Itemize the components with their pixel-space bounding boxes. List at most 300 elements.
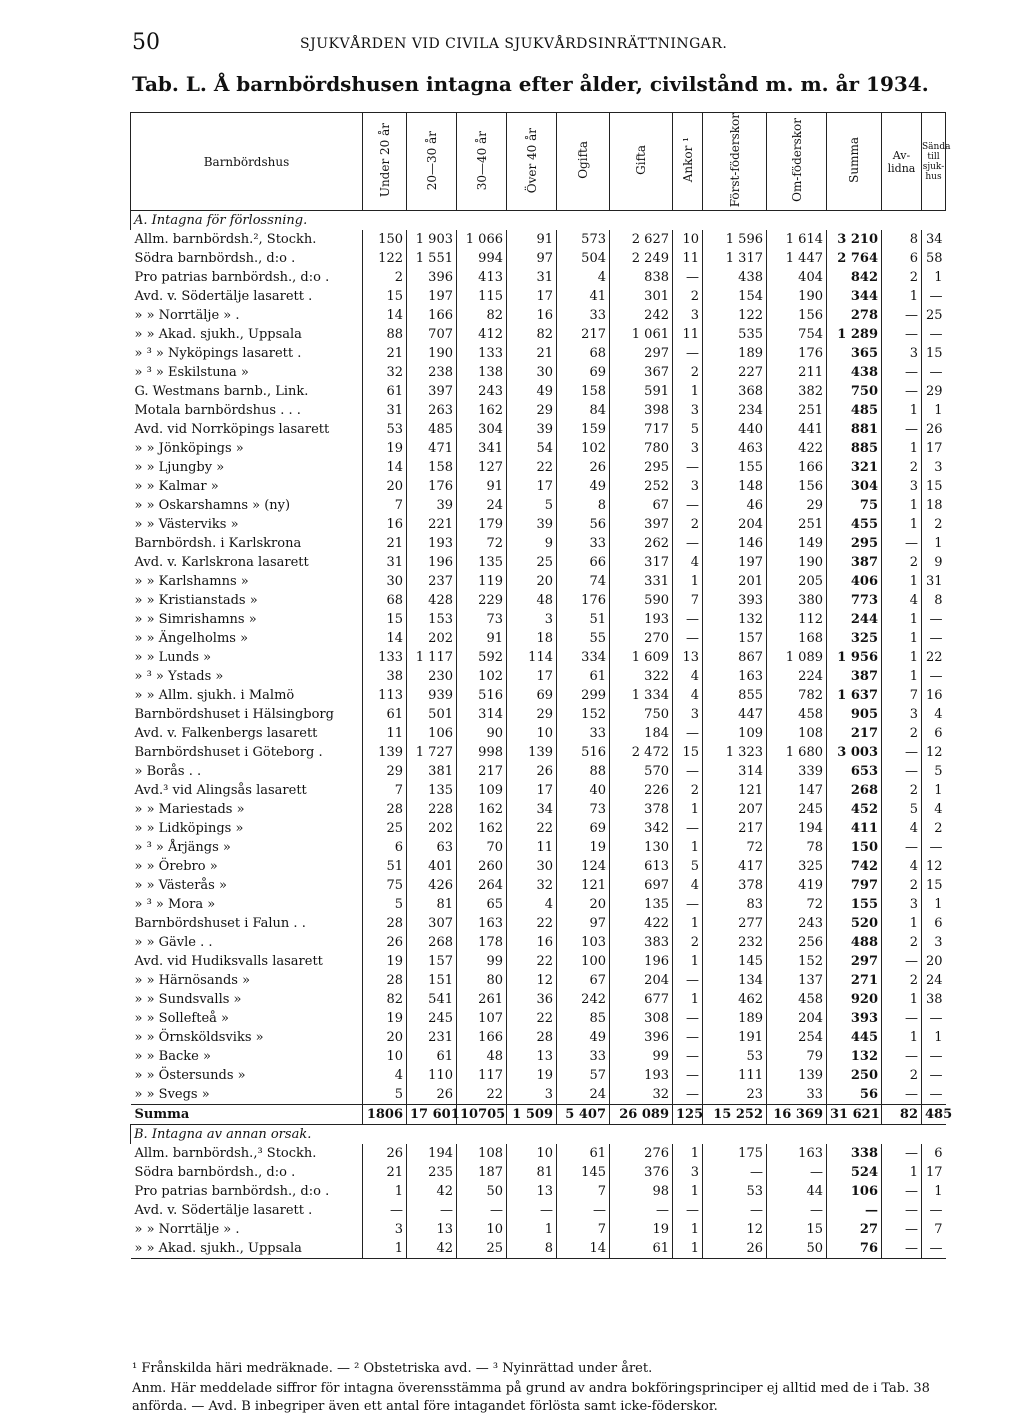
table-cell: 189 <box>703 1009 767 1028</box>
table-cell: 2 764 <box>827 249 882 268</box>
data-table <box>130 112 953 1259</box>
table-cell: — <box>673 629 703 648</box>
table-cell: 61 <box>363 382 407 401</box>
table-cell: 1 323 <box>703 743 767 762</box>
table-cell: 15 252 <box>703 1105 767 1125</box>
table-cell: 677 <box>610 990 673 1009</box>
table-cell: 114 <box>507 648 557 667</box>
table-cell: 49 <box>557 1028 610 1047</box>
table-row <box>131 268 946 287</box>
table-cell: — <box>882 382 922 401</box>
table-cell: 166 <box>767 458 827 477</box>
table-cell: 14 <box>363 306 407 325</box>
table-cell: 68 <box>363 591 407 610</box>
table-cell: 100 <box>557 952 610 971</box>
table-cell: 2 <box>882 781 922 800</box>
table-cell: 4 <box>507 895 557 914</box>
table-cell: 4 <box>673 667 703 686</box>
table-cell: 46 <box>703 496 767 515</box>
table-cell: 156 <box>767 477 827 496</box>
table-cell: — <box>673 1066 703 1085</box>
table-cell: 73 <box>457 610 507 629</box>
table-cell: 276 <box>610 1144 673 1163</box>
table-cell: 383 <box>610 933 673 952</box>
table-cell: — <box>882 1201 922 1220</box>
table-row <box>131 629 946 648</box>
table-row <box>131 724 946 743</box>
row-label: Avd.³ vid Alingsås lasarett <box>134 783 307 799</box>
table-row <box>131 572 946 591</box>
table-cell: 406 <box>827 572 882 591</box>
table-cell: 304 <box>827 477 882 496</box>
table-cell: 5 <box>882 800 922 819</box>
table-cell: 404 <box>767 268 827 287</box>
table-cell: 232 <box>703 933 767 952</box>
table-cell: 26 <box>703 1239 767 1259</box>
table-cell: 471 <box>407 439 457 458</box>
table-cell: 50 <box>767 1239 827 1259</box>
table-cell: 79 <box>767 1047 827 1066</box>
table-cell: 80 <box>457 971 507 990</box>
table-cell: 48 <box>507 591 557 610</box>
table-cell: 2 249 <box>610 249 673 268</box>
table-cell: 110 <box>407 1066 457 1085</box>
table-cell: 196 <box>610 952 673 971</box>
page-header <box>0 30 1024 60</box>
table-cell: 1 <box>882 990 922 1009</box>
table-cell: — <box>673 344 703 363</box>
table-cell: 245 <box>767 800 827 819</box>
table-cell: 397 <box>610 515 673 534</box>
table-cell: 707 <box>407 325 457 344</box>
table-cell: 12 <box>922 857 946 876</box>
section-heading-row <box>131 211 946 231</box>
row-label: Södra barnbördsh., d:o . <box>134 251 296 267</box>
table-cell: 24 <box>457 496 507 515</box>
table-cell: 4 <box>882 819 922 838</box>
table-cell: 2 <box>673 933 703 952</box>
table-cell: 55 <box>557 629 610 648</box>
table-cell: 1 <box>673 838 703 857</box>
table-cell: — <box>767 1201 827 1220</box>
table-cell: 341 <box>457 439 507 458</box>
table-cell: 3 <box>507 610 557 629</box>
table-cell: 135 <box>610 895 673 914</box>
table-cell: 905 <box>827 705 882 724</box>
table-cell: 19 <box>363 952 407 971</box>
table-cell: 22 <box>457 1085 507 1105</box>
table-cell: 5 <box>673 857 703 876</box>
table-cell: 109 <box>703 724 767 743</box>
table-cell: 204 <box>610 971 673 990</box>
table-cell: 1 066 <box>457 230 507 249</box>
table-cell: 1 <box>882 1163 922 1182</box>
table-cell: 1 089 <box>767 648 827 667</box>
table-cell: 193 <box>610 610 673 629</box>
table-cell: 139 <box>767 1066 827 1085</box>
row-label: » » Allm. sjukh. i Malmö <box>134 688 295 704</box>
table-cell: — <box>673 1028 703 1047</box>
table-cell: 53 <box>363 420 407 439</box>
table-cell: 3 <box>673 439 703 458</box>
table-cell: 28 <box>363 914 407 933</box>
table-cell: 838 <box>610 268 673 287</box>
table-cell: 1 509 <box>507 1105 557 1125</box>
table-cell: — <box>767 1163 827 1182</box>
table-cell: 398 <box>610 401 673 420</box>
table-cell: 697 <box>610 876 673 895</box>
table-cell: 22 <box>507 458 557 477</box>
table-cell: 8 <box>557 496 610 515</box>
table-cell: 19 <box>557 838 610 857</box>
table-cell: 34 <box>507 800 557 819</box>
table-cell: 15 <box>767 1220 827 1239</box>
column-header-row <box>131 113 946 211</box>
table-cell: 452 <box>827 800 882 819</box>
table-cell: 1 <box>673 1182 703 1201</box>
table-cell: 33 <box>557 724 610 743</box>
table-cell: 7 <box>922 1220 946 1239</box>
table-cell: 2 <box>363 268 407 287</box>
table-cell: 2 <box>882 553 922 572</box>
table-cell: — <box>673 895 703 914</box>
table-row <box>131 344 946 363</box>
table-cell: 32 <box>507 876 557 895</box>
table-cell: 61 <box>407 1047 457 1066</box>
table-cell: 1 <box>882 287 922 306</box>
table-cell: 5 <box>363 1085 407 1105</box>
table-cell: 1 <box>673 952 703 971</box>
table-cell: 393 <box>827 1009 882 1028</box>
table-cell: 462 <box>703 990 767 1009</box>
table-cell: 108 <box>457 1144 507 1163</box>
row-label: Barnbördsh. i Karlskrona <box>134 536 302 552</box>
table-cell: 4 <box>882 857 922 876</box>
table-cell: 72 <box>457 534 507 553</box>
table-cell: 1 <box>673 1144 703 1163</box>
table-cell: 268 <box>407 933 457 952</box>
table-row <box>131 1239 946 1259</box>
table-cell: 69 <box>557 819 610 838</box>
table-cell: 155 <box>827 895 882 914</box>
table-row <box>131 477 946 496</box>
row-label: » » Sollefteå » <box>134 1011 229 1027</box>
table-cell: 382 <box>767 382 827 401</box>
table-cell: 26 <box>557 458 610 477</box>
row-label: » » Härnösands » <box>134 973 251 989</box>
table-cell: 157 <box>407 952 457 971</box>
table-cell: 411 <box>827 819 882 838</box>
table-cell: 339 <box>767 762 827 781</box>
table-row <box>131 515 946 534</box>
table-cell: 155 <box>703 458 767 477</box>
table-cell: 217 <box>827 724 882 743</box>
table-cell: 33 <box>557 534 610 553</box>
row-label: » ³ » Eskilstuna » <box>134 365 249 381</box>
table-cell: 1 289 <box>827 325 882 344</box>
table-row <box>131 1047 946 1066</box>
table-cell: 97 <box>507 249 557 268</box>
row-label: » ³ » Nyköpings lasarett . <box>134 346 302 362</box>
table-cell: 36 <box>507 990 557 1009</box>
row-label: Avd. v. Södertälje lasarett . <box>134 1203 313 1219</box>
table-cell: — <box>673 1201 703 1220</box>
table-cell: 51 <box>557 610 610 629</box>
table-cell: 2 <box>882 1066 922 1085</box>
table-cell: 342 <box>610 819 673 838</box>
table-cell: 204 <box>767 1009 827 1028</box>
table-cell: 40 <box>557 781 610 800</box>
table-row <box>131 667 946 686</box>
row-label: Pro patrias barnbördsh., d:o . <box>134 1184 330 1200</box>
table-cell: 82 <box>363 990 407 1009</box>
table-cell: 25 <box>363 819 407 838</box>
table-cell: 17 <box>922 439 946 458</box>
table-cell: 150 <box>827 838 882 857</box>
table-cell: 130 <box>610 838 673 857</box>
table-cell: 19 <box>363 1009 407 1028</box>
table-cell: 317 <box>610 553 673 572</box>
row-label: » » Örebro » <box>134 859 218 875</box>
table-cell: 63 <box>407 838 457 857</box>
table-cell: 15 <box>363 610 407 629</box>
row-label: » » Jönköpings » <box>134 441 244 457</box>
table-cell: — <box>922 610 946 629</box>
table-cell: 3 <box>882 477 922 496</box>
table-cell: 235 <box>407 1163 457 1182</box>
annotation-note: Anm. Här meddelade siffror för intagna överensstämma på grund av andra bokföringsprinciper ej alltid med de i Tab. 38 anförda. — Avd. B inbegriper även ett antal före intagandet förlösta samt icke-föderskor. <box>132 1381 930 1414</box>
table-cell: 217 <box>457 762 507 781</box>
row-label: » » Backe » <box>134 1049 211 1065</box>
table-cell: 70 <box>457 838 507 857</box>
table-cell: 28 <box>507 1028 557 1047</box>
table-cell: 82 <box>507 325 557 344</box>
table-cell: 191 <box>703 1028 767 1047</box>
table-cell: 11 <box>363 724 407 743</box>
table-cell: 1 <box>363 1182 407 1201</box>
row-label: » » Akad. sjukh., Uppsala <box>134 327 302 343</box>
table-cell: 1 <box>673 914 703 933</box>
table-cell: — <box>922 1066 946 1085</box>
table-cell: 133 <box>363 648 407 667</box>
table-cell: 178 <box>457 933 507 952</box>
table-row <box>131 800 946 819</box>
table-row <box>131 876 946 895</box>
table-cell: — <box>882 420 922 439</box>
table-cell: 4 <box>673 553 703 572</box>
table-row <box>131 1163 946 1182</box>
table-cell: 5 407 <box>557 1105 610 1125</box>
table-cell: 145 <box>703 952 767 971</box>
table-cell: 1 551 <box>407 249 457 268</box>
table-cell: 314 <box>703 762 767 781</box>
table-cell: 243 <box>457 382 507 401</box>
table-cell: 3 <box>673 306 703 325</box>
table-row <box>131 553 946 572</box>
table-cell: 1 727 <box>407 743 457 762</box>
table-cell: 91 <box>457 477 507 496</box>
table-cell: — <box>673 458 703 477</box>
table-cell: 1 334 <box>610 686 673 705</box>
table-cell: 202 <box>407 819 457 838</box>
table-cell: 1 956 <box>827 648 882 667</box>
table-cell: 31 621 <box>827 1105 882 1125</box>
table-cell: 438 <box>703 268 767 287</box>
table-cell: 109 <box>457 781 507 800</box>
table-cell: 252 <box>610 477 673 496</box>
table-cell: 137 <box>767 971 827 990</box>
table-cell: 2 <box>882 876 922 895</box>
table-cell: 31 <box>922 572 946 591</box>
table-cell: 939 <box>407 686 457 705</box>
table-cell: 224 <box>767 667 827 686</box>
table-cell: 168 <box>767 629 827 648</box>
table-cell: 304 <box>457 420 507 439</box>
table-cell: 2 <box>922 515 946 534</box>
table-cell: 42 <box>407 1182 457 1201</box>
table-cell: 570 <box>610 762 673 781</box>
table-cell: 153 <box>407 610 457 629</box>
table-cell: — <box>673 534 703 553</box>
table-cell: 42 <box>407 1239 457 1259</box>
table-cell: 22 <box>507 914 557 933</box>
table-cell: 397 <box>407 382 457 401</box>
table-cell: 29 <box>767 496 827 515</box>
table-cell: — <box>882 1182 922 1201</box>
table-cell: 15 <box>673 743 703 762</box>
table-cell: 2 <box>922 819 946 838</box>
table-cell: 782 <box>767 686 827 705</box>
table-cell: 124 <box>557 857 610 876</box>
table-cell: 148 <box>703 477 767 496</box>
table-cell: 72 <box>767 895 827 914</box>
row-label: Allm. barnbördsh.,³ Stockh. <box>134 1146 317 1162</box>
table-cell: 1 <box>673 800 703 819</box>
table-cell: 8 <box>922 591 946 610</box>
row-label: » » Akad. sjukh., Uppsala <box>131 1239 363 1259</box>
table-cell: 10 <box>363 1047 407 1066</box>
table-cell: 7 <box>673 591 703 610</box>
row-label: » » Gävle . . <box>134 935 213 951</box>
table-cell: 18 <box>507 629 557 648</box>
table-cell: 157 <box>703 629 767 648</box>
table-cell: 750 <box>610 705 673 724</box>
table-cell: 189 <box>703 344 767 363</box>
table-cell: 260 <box>457 857 507 876</box>
table-cell: 61 <box>557 1144 610 1163</box>
table-cell: 26 <box>363 1144 407 1163</box>
table-cell: 1 <box>922 895 946 914</box>
table-cell: 58 <box>922 249 946 268</box>
table-cell: 150 <box>363 230 407 249</box>
table-cell: 230 <box>407 667 457 686</box>
table-cell: 3 <box>882 705 922 724</box>
table-cell: 27 <box>827 1220 882 1239</box>
table-cell: 441 <box>767 420 827 439</box>
table-cell: — <box>457 1201 507 1220</box>
table-cell: 21 <box>507 344 557 363</box>
table-title: Tab. L. Å barnbördshusen intagna efter ålder, civilstånd m. m. år 1934. <box>132 72 929 96</box>
table-row <box>131 496 946 515</box>
table-row <box>131 287 946 306</box>
table-cell: 20 <box>922 952 946 971</box>
table-cell: 4 <box>922 800 946 819</box>
table-cell: 26 <box>363 933 407 952</box>
table-cell: 2 <box>882 268 922 287</box>
table-cell: 117 <box>457 1066 507 1085</box>
col-header: Barnbördshus <box>131 113 363 211</box>
row-label: » » Svegs » <box>134 1087 210 1103</box>
table-cell: — <box>673 724 703 743</box>
table-cell: 217 <box>703 819 767 838</box>
table-cell: 314 <box>457 705 507 724</box>
table-cell: 158 <box>407 458 457 477</box>
table-cell: 11 <box>673 325 703 344</box>
table-cell: 20 <box>363 477 407 496</box>
table-cell: 146 <box>703 534 767 553</box>
table-cell: 15 <box>363 287 407 306</box>
table-cell: 1 637 <box>827 686 882 705</box>
table-cell: 10 <box>673 230 703 249</box>
table-cell: 254 <box>767 1028 827 1047</box>
table-cell: 881 <box>827 420 882 439</box>
table-cell: 920 <box>827 990 882 1009</box>
table-cell: 24 <box>557 1085 610 1105</box>
table-cell: 41 <box>557 287 610 306</box>
table-cell: 121 <box>557 876 610 895</box>
table-cell: 242 <box>557 990 610 1009</box>
table-cell: 422 <box>610 914 673 933</box>
table-cell: 15 <box>922 344 946 363</box>
table-cell: — <box>882 838 922 857</box>
table-cell: 1 614 <box>767 230 827 249</box>
table-cell: 67 <box>610 496 673 515</box>
row-label: Motala barnbördshus . . . <box>134 403 301 419</box>
table-cell: — <box>882 306 922 325</box>
table-cell: 5 <box>922 762 946 781</box>
table-cell: 134 <box>703 971 767 990</box>
table-cell: 32 <box>363 363 407 382</box>
table-cell: 217 <box>557 325 610 344</box>
table-cell: 4 <box>882 591 922 610</box>
table-cell: 23 <box>703 1085 767 1105</box>
row-label: » » Östersunds » <box>134 1068 246 1084</box>
row-label: » ³ » Årjängs » <box>134 840 231 856</box>
table-cell: 13 <box>407 1220 457 1239</box>
table-cell: 19 <box>507 1066 557 1085</box>
table-cell: 11 <box>507 838 557 857</box>
table-cell: 61 <box>610 1239 673 1259</box>
table-cell: — <box>703 1201 767 1220</box>
table-cell: 69 <box>507 686 557 705</box>
table-cell: — <box>827 1201 882 1220</box>
table-cell: 325 <box>827 629 882 648</box>
table-cell: 1 <box>922 1182 946 1201</box>
table-cell: 26 089 <box>610 1105 673 1125</box>
table-cell: 428 <box>407 591 457 610</box>
table-row <box>131 420 946 439</box>
table-row <box>131 230 946 249</box>
table-cell: 8 <box>507 1239 557 1259</box>
table-cell: 132 <box>703 610 767 629</box>
table-cell: 2 <box>882 933 922 952</box>
summa-row <box>131 1105 946 1125</box>
table-cell: 1 <box>922 268 946 287</box>
table-cell: 24 <box>922 971 946 990</box>
table-row <box>131 1028 946 1047</box>
table-cell: 138 <box>457 363 507 382</box>
table-cell: 307 <box>407 914 457 933</box>
